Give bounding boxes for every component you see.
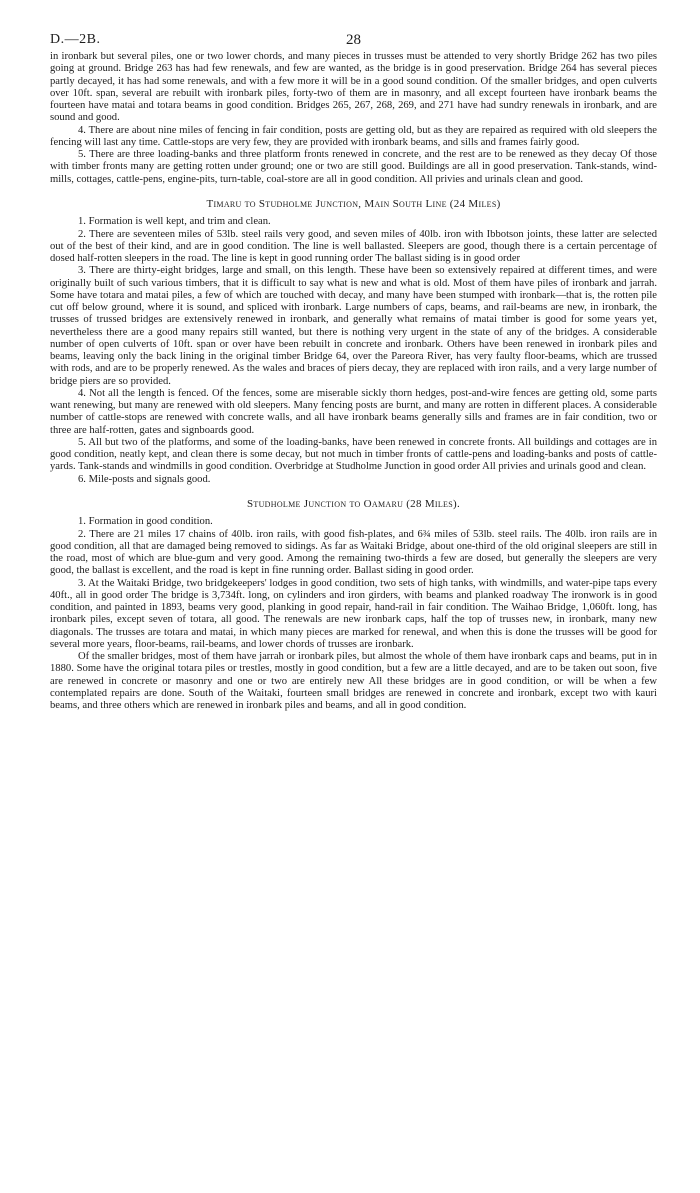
page-header (50, 32, 657, 50)
paragraph: 5. All but two of the platforms, and some of the loading-banks, have been renewed in concrete fronts. All buildings and cottages are in good condition, neatly kept, and clean there is some decay, but not much in timber fronts of cattle-pens and loading-banks and posts of cattle-yards. Tank-stands and windmills in good condition. Overbridge at Studholme Junction in good order All privies and urinals good and clean. (50, 436, 657, 473)
paragraph: 6. Mile-posts and signals good. (78, 473, 211, 485)
paragraph: 3. There are thirty-eight bridges, large and small, on this length. These have been so extensively repaired at different times, and were originally built of such various timbers, that it is difficult to say what is new and what is old. Most of them have piles of ironbark and jarrah. Some have totara and matai piles, a few of which are touched with decay, and many have been stumped with ironbark—that is, the rotten pile cut off below ground, where it is sound, and spliced with ironbark. Large numbers of caps, beams, and rail-beams are new, in ironbark, the trusses of trussed bridges are extensively renewed in ironbark, and generally what remains of matai timber is good for some years yet, nevertheless there are a good many repairs still wanted, but there is nothing very urgent in the state of any of the bridges. A considerable number of open culverts of 10ft. span or over have been rebuilt in concrete and ironbark. Others have been renewed in ironbark piles and beams, leaving only the back lining in the original timber Bridge 64, over the Pareora River, has very faulty floor-beams, which are trussed with rods, and are to be properly renewed. As the wales and braces of piers decay, they are replaced with iron rails, and a very large number of bridge piers are so provided. (50, 265, 657, 387)
document-page (50, 32, 657, 712)
document-body (50, 51, 657, 712)
paragraph: 1. Formation is well kept, and trim and clean. (78, 216, 271, 228)
reference-prefix: D.—2 (50, 32, 87, 47)
paragraph: 3. At the Waitaki Bridge, two bridgekeepers' lodges in good condition, two sets of high tanks, with windmills, and water-pipe taps every 40ft., all in good order The bridge is 3,734ft. long, on cylinders and iron girders, with beams and planked roadway The ironwork is in good condition, and painted in 1893, beams very good, planking in good repair, hand-rail in fair condition. The Waihao Bridge, 1,060ft. long, has ironbark piles, except seven of totara, all good. The renewals are new ironbark caps, half the top of trusses new, in ironbark, many new diagonals. The trusses are totara and matai, in which many pieces are marked for renewal, and when this is done the trusses will be good for several more years, floor-beams, rail-beams, and lower chords of trusses are ironbark. (50, 577, 657, 650)
paragraph: 1. Formation in good condition. (78, 516, 213, 528)
section-heading: Timaru to Studholme Junction, Main South Line (24 Miles) (206, 197, 501, 210)
section-heading: Studholme Junction to Oamaru (28 Miles). (246, 497, 460, 510)
paragraph: Of the smaller bridges, most of them have jarrah or ironbark piles, but almost the whole of them have ironbark caps and beams, put in in 1880. Some have the original totara piles or trestles, mostly in good condition, but a few are a little decayed, and are to be taken out soon, five are renewed in concrete or masonry and one or two are entirely new All these bridges are in good condition, or will be when a few contemplated repairs are done. South of the Waitaki, fourteen small bridges are renewed in concrete and ironbark, except two with kauri beams, and three others which are renewed in ironbark piles and beams, and all in good condition. (50, 651, 657, 711)
paragraph: 2. There are 21 miles 17 chains of 40lb. iron rails, with good fish-plates, and 6¾ miles of 53lb. steel rails. The 40lb. iron rails are in good condition, all that are damaged being removed to sidings. As far as Waitaki Bridge, about one-third of the old original sleepers are still in the road, most of which are blue-gum and very good. Among the remaining two-thirds a few are dosed, but generally the sleepers are very good, the ballast is excellent, and the road is kept in fine running order. Ballast siding in good order. (50, 528, 657, 577)
reference-suffix: B. (86, 32, 101, 47)
paragraph: 4. There are about nine miles of fencing in fair condition, posts are getting old, but as they are repaired as required with old sleepers the fencing will last any time. Cattle-stops are very few, they are provided with ironbark beams, and sills and frames fairly good. (50, 124, 657, 148)
page-number: 28 (346, 32, 361, 48)
paragraph: 2. There are seventeen miles of 53lb. steel rails very good, and seven miles of 40lb. iron with Ibbotson joints, these latter are selected out of the best of their kind, and are in good condition. The line is well ballasted. Sleepers are good, though there is a certain percentage of dosed half-rotten sleepers in the road. The line is kept in good running order The ballast siding is in good order (50, 228, 657, 264)
paragraph: 5. There are three loading-banks and three platform fronts renewed in concrete, and the rest are to be renewed as they decay Of those with timber fronts many are getting rotten under ground; one or two are still good. Buildings are all in good preservation. Tank-stands, wind-mills, cottages, cattle-pens, engine-pits, turn-table, coal-store are all in good condition. All privies and urinals clean and good. (50, 149, 657, 185)
paragraph: 4. Not all the length is fenced. Of the fences, some are miserable sickly thorn hedges, post-and-wire fences are getting old, some parts want renewing, but many are renewed with old sleepers. Many fencing posts are burnt, and many are rotten in different places. A considerable number of cattle-stops are renewed with concrete walls, and all have ironbark beams generally sills and frames are in fair condition, two or three are half-rotten, gates and signboards good. (50, 387, 657, 436)
paragraph: in ironbark but several piles, one or two lower chords, and many pieces in trusses must be attended to very shortly Bridge 262 has two piles going at ground. Bridge 263 has had few renewals, and few are wanted, as the bridge is in good preservation. Bridge 264 has several pieces partly decayed, it has had some renewals, and with a few more it will be in a good sound condition. Of the smaller bridges, and open culverts over 10ft. span, several are rebuilt with ironbark piles, forty-two of them are in masonry, and all except fourteen have ironbark beams the fourteen have matai and totara beams in good condition. Bridges 265, 267, 268, 269, and 271 have had sundry renewals in ironbark, and are sound and good. (50, 51, 657, 124)
